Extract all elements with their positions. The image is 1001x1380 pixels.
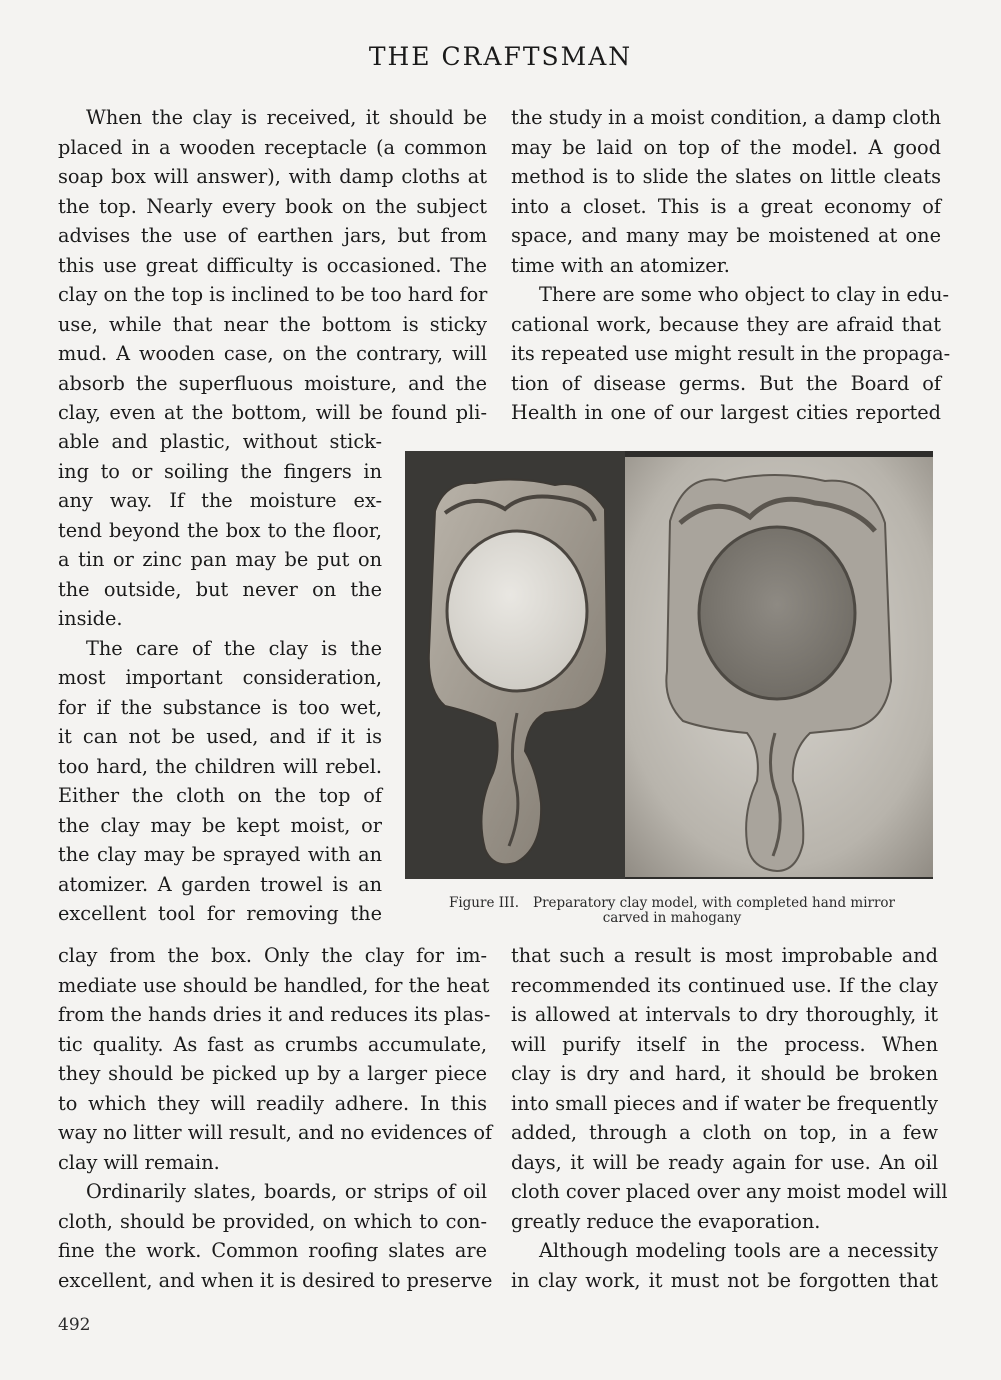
text-line: inside. [58, 607, 123, 630]
text-line: fine the work. Common roofing slates are [58, 1239, 487, 1262]
text-line: excellent, and when it is desired to preserve [58, 1268, 493, 1292]
text-line: too hard, the children will rebel. [58, 754, 382, 778]
text-line: tic quality. As fast as crumbs accumulate, [58, 1032, 487, 1056]
text-line: placed in a wooden receptacle (a common [58, 135, 487, 159]
running-head: THE CRAFTSMAN [368, 42, 633, 71]
text-line: space, and many may be moistened at one [511, 224, 941, 247]
mirror-glass [447, 531, 587, 691]
text-line: added, through a cloth on top, in a few [511, 1121, 938, 1144]
clay-oval [699, 527, 855, 699]
text-line: it can not be used, and if it is [58, 725, 382, 748]
text-line: There are some who object to clay in edu- [539, 283, 950, 306]
text-line: into small pieces and if water be frequently [511, 1091, 938, 1115]
column-1-bottom [58, 941, 493, 1295]
text-line: that such a result is most improbable and [511, 944, 938, 967]
text-line: When the clay is received, it should be [86, 106, 487, 129]
text-line: the top. Nearly every book on the subject [58, 194, 487, 218]
figure-label: Figure III. [448, 895, 520, 911]
text-line: way no litter will result, and no evidences of [58, 1121, 493, 1144]
text-line: a tin or zinc pan may be put on [58, 548, 382, 571]
caption-text: carved in mahogany [602, 910, 742, 926]
figure-caption [412, 896, 932, 926]
text-line: able and plastic, without stick- [58, 430, 382, 453]
text-line: clay, even at the bottom, will be found pli- [58, 401, 487, 424]
text-line: tend beyond the box to the floor, [58, 518, 382, 542]
text-line: the clay may be sprayed with an [58, 843, 382, 866]
text-line: from the hands dries it and reduces its plas- [58, 1003, 491, 1026]
text-line: they should be picked up by a larger piece [58, 1062, 487, 1085]
text-line: absorb the superfluous moisture, and the [58, 371, 487, 395]
text-line: mud. A wooden case, on the contrary, will [58, 342, 487, 365]
text-line: mediate use should be handled, for the heat [58, 973, 490, 997]
text-line: clay is dry and hard, it should be broken [511, 1062, 938, 1085]
text-line: to which they will readily adhere. In this [58, 1091, 487, 1115]
text-line: tion of disease germs. But the Board of [511, 371, 941, 395]
text-line: the study in a moist condition, a damp cloth [511, 106, 941, 129]
text-line: is allowed at intervals to dry thoroughly, it [511, 1003, 938, 1026]
page-number: 492 [58, 1315, 91, 1335]
text-line: this use great difficulty is occasioned. The [58, 253, 487, 277]
text-line: Although modeling tools are a necessity [539, 1239, 938, 1262]
column-2-bottom [511, 941, 948, 1295]
text-line: advises the use of earthen jars, but from [58, 224, 487, 247]
text-line: cloth, should be provided, on which to con- [58, 1209, 487, 1233]
text-line: clay on the top is inclined to be too hard for [58, 283, 488, 306]
text-line: days, it will be ready again for use. An oil [511, 1150, 938, 1174]
column-2-top [511, 103, 951, 428]
text-line: may be laid on top of the model. A good [511, 135, 941, 159]
text-line: greatly reduce the evaporation. [511, 1209, 821, 1233]
text-line: will purify itself in the process. When [511, 1032, 938, 1056]
text-line: Health in one of our largest cities reported [511, 401, 941, 424]
text-line: the clay may be kept moist, or [58, 813, 382, 837]
text-line: for if the substance is too wet, [58, 695, 382, 719]
text-line: time with an atomizer. [511, 253, 730, 277]
text-line: atomizer. A garden trowel is an [58, 872, 382, 896]
text-line: Either the cloth on the top of [58, 784, 382, 807]
column-1-top [58, 103, 487, 428]
text-line: use, while that near the bottom is sticky [58, 312, 487, 336]
text-line: its repeated use might result in the propaga- [511, 342, 951, 365]
text-line: into a closet. This is a great economy of [511, 194, 941, 218]
text-line: any way. If the moisture ex- [58, 489, 382, 512]
mirror-photo [405, 451, 933, 879]
text-line: excellent tool for removing the [58, 902, 382, 925]
text-line: Ordinarily slates, boards, or strips of oil [86, 1180, 487, 1203]
text-line: The care of the clay is the [86, 636, 382, 660]
text-line: method is to slide the slates on little cleats [511, 165, 941, 188]
text-line: ing to or soiling the fingers in [58, 459, 382, 483]
text-line: soap box will answer), with damp cloths at [58, 165, 487, 188]
text-line: the outside, but never on the [58, 577, 382, 601]
text-line: cational work, because they are afraid that [511, 312, 941, 336]
text-line: cloth cover placed over any moist model will [511, 1180, 948, 1203]
text-line: most important consideration, [58, 666, 382, 689]
column-1-narrow [58, 427, 382, 929]
caption-text: Preparatory clay model, with completed hand mirror [533, 895, 896, 911]
text-line: recommended its continued use. If the clay [511, 973, 938, 997]
figure-photograph [405, 451, 933, 879]
text-line: in clay work, it must not be forgotten that [511, 1268, 938, 1292]
text-line: clay will remain. [58, 1150, 220, 1174]
text-line: clay from the box. Only the clay for im- [58, 944, 487, 967]
